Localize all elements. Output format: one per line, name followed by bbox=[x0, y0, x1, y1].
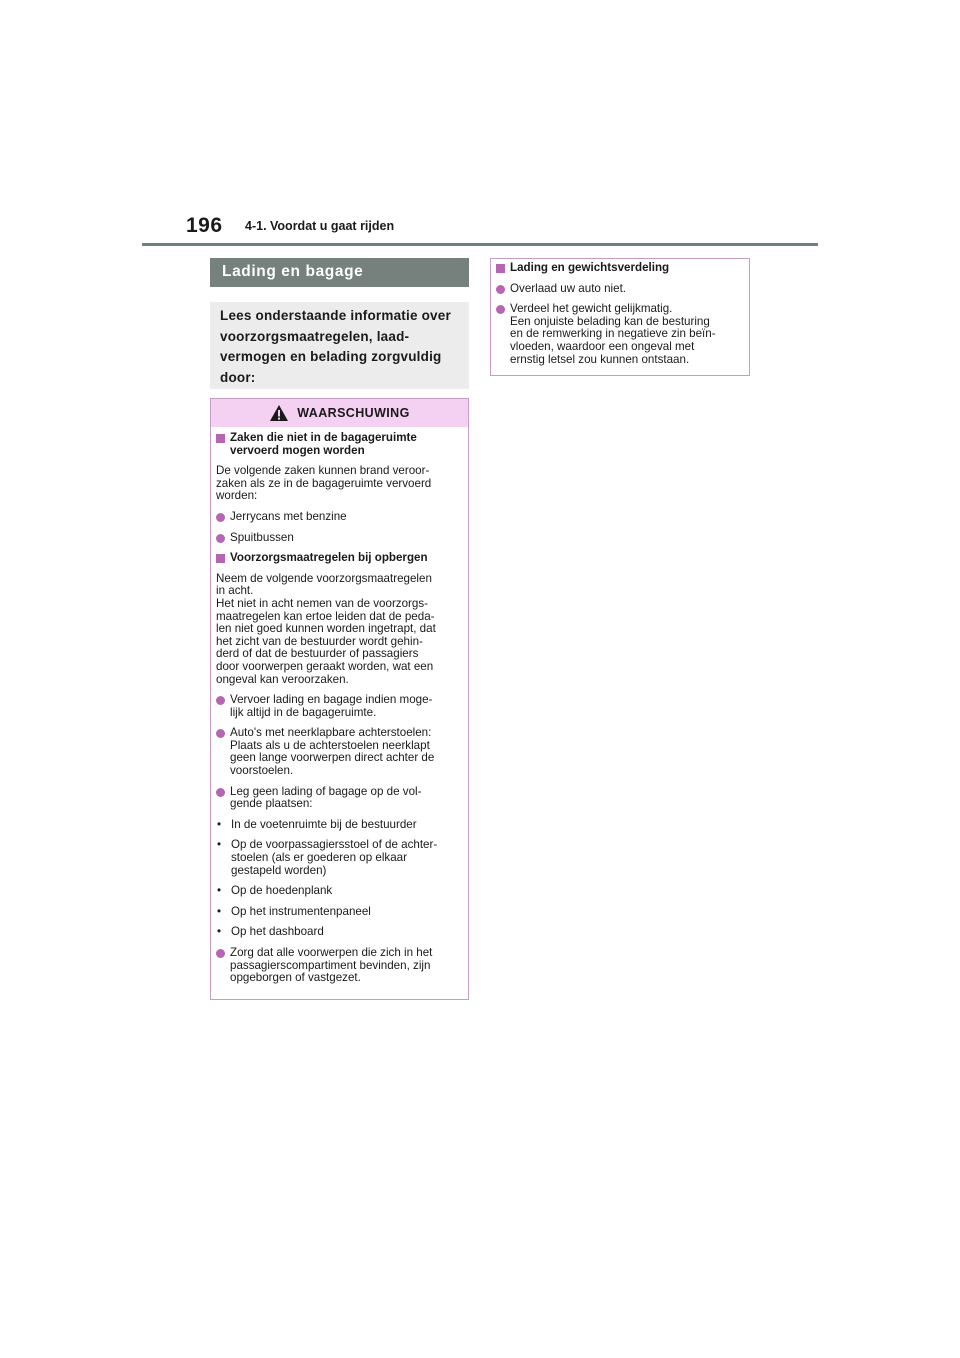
dash-list-item: • Op de hoedenplank bbox=[217, 884, 333, 898]
list-item: Jerrycans met benzine bbox=[216, 511, 464, 524]
list-item: Zorg dat alle voorwerpen die zich in het passagierscompartiment bevinden, zijn opgeborgen of vastgezet. bbox=[216, 947, 464, 985]
dash-list-item: • Op het dashboard bbox=[217, 925, 324, 939]
warning-icon bbox=[269, 404, 289, 422]
warning-label: WAARSCHUWING bbox=[297, 406, 410, 420]
page-number: 196 bbox=[186, 214, 223, 237]
dot-marker: • bbox=[217, 884, 222, 898]
circle-bullet-icon bbox=[216, 534, 225, 543]
circle-bullet-icon bbox=[216, 788, 225, 797]
circle-bullet-icon bbox=[496, 305, 505, 314]
warning-paragraph-1: De volgende zaken kunnen brand veroor- zaken als ze in de bagageruimte vervoerd worden: bbox=[216, 464, 432, 503]
list-item: Verdeel het gewicht gelijkmatig. Een onjuiste belading kan de besturing en de remwerking in negatieve zin beïn- vloeden, waardoor een ongeval met ernstig letsel zou kunnen ontstaan. bbox=[496, 303, 743, 366]
info-subheading: Lading en gewichtsverdeling bbox=[496, 262, 743, 275]
dot-marker: • bbox=[217, 904, 222, 918]
section-title: 4-1. Voordat u gaat rijden bbox=[245, 219, 395, 233]
dash-list-item: • Op de voorpassagiersstoel of de achter- stoelen (als er goederen op elkaar gestapeld worden) bbox=[217, 838, 438, 877]
warning-subheading-2: Voorzorgsmaatregelen bij opbergen bbox=[216, 552, 464, 565]
square-bullet-icon bbox=[216, 434, 225, 443]
warning-box bbox=[210, 398, 469, 1000]
list-item: Leg geen lading of bagage op de vol- gende plaatsen: bbox=[216, 786, 464, 811]
square-bullet-icon bbox=[496, 264, 505, 273]
left-column bbox=[210, 258, 469, 1000]
list-item: Auto's met neerklapbare achterstoelen: Plaats als u de achterstoelen neerklapt geen lange voorwerpen direct achter de voorstoelen. bbox=[216, 727, 464, 777]
dot-marker: • bbox=[217, 925, 222, 939]
square-bullet-icon bbox=[216, 554, 225, 563]
circle-bullet-icon bbox=[496, 285, 505, 294]
list-item: Spuitbussen bbox=[216, 532, 464, 545]
intro-box: Lees onderstaande informatie over voorzorgsmaatregelen, laad-vermogen en belading zorgvuldig door: bbox=[210, 302, 469, 389]
warning-subheading-1: Zaken die niet in de bagageruimte vervoerd mogen worden bbox=[216, 432, 464, 457]
section-heading: Lading en bagage bbox=[210, 258, 469, 287]
warning-body bbox=[211, 427, 468, 985]
header-rule bbox=[142, 243, 818, 246]
right-column bbox=[490, 258, 750, 376]
circle-bullet-icon bbox=[216, 949, 225, 958]
warning-header bbox=[211, 399, 468, 427]
circle-bullet-icon bbox=[216, 696, 225, 705]
dot-marker: • bbox=[217, 838, 222, 852]
dash-list-item: • Op het instrumentenpaneel bbox=[217, 904, 371, 918]
circle-bullet-icon bbox=[216, 513, 225, 522]
dash-list-item: • In de voetenruimte bij de bestuurder bbox=[217, 817, 417, 831]
info-box bbox=[490, 258, 750, 376]
list-item: Vervoer lading en bagage indien moge- lijk altijd in de bagageruimte. bbox=[216, 694, 464, 719]
circle-bullet-icon bbox=[216, 729, 225, 738]
list-item: Overlaad uw auto niet. bbox=[496, 283, 743, 296]
warning-paragraph-2: Neem de volgende voorzorgsmaatregelen in acht. Het niet in acht nemen van de voorzorgs- maatregelen kan ertoe leiden dat de peda- len niet goed kunnen worden ingetrapt, dat het zicht van de bestuurder wordt gehin- derd of dat de bestuurder of passagiers door voorwerpen geraakt worden, wat een ongeval kan veroorzaken. bbox=[216, 571, 436, 686]
dot-marker: • bbox=[217, 817, 222, 831]
